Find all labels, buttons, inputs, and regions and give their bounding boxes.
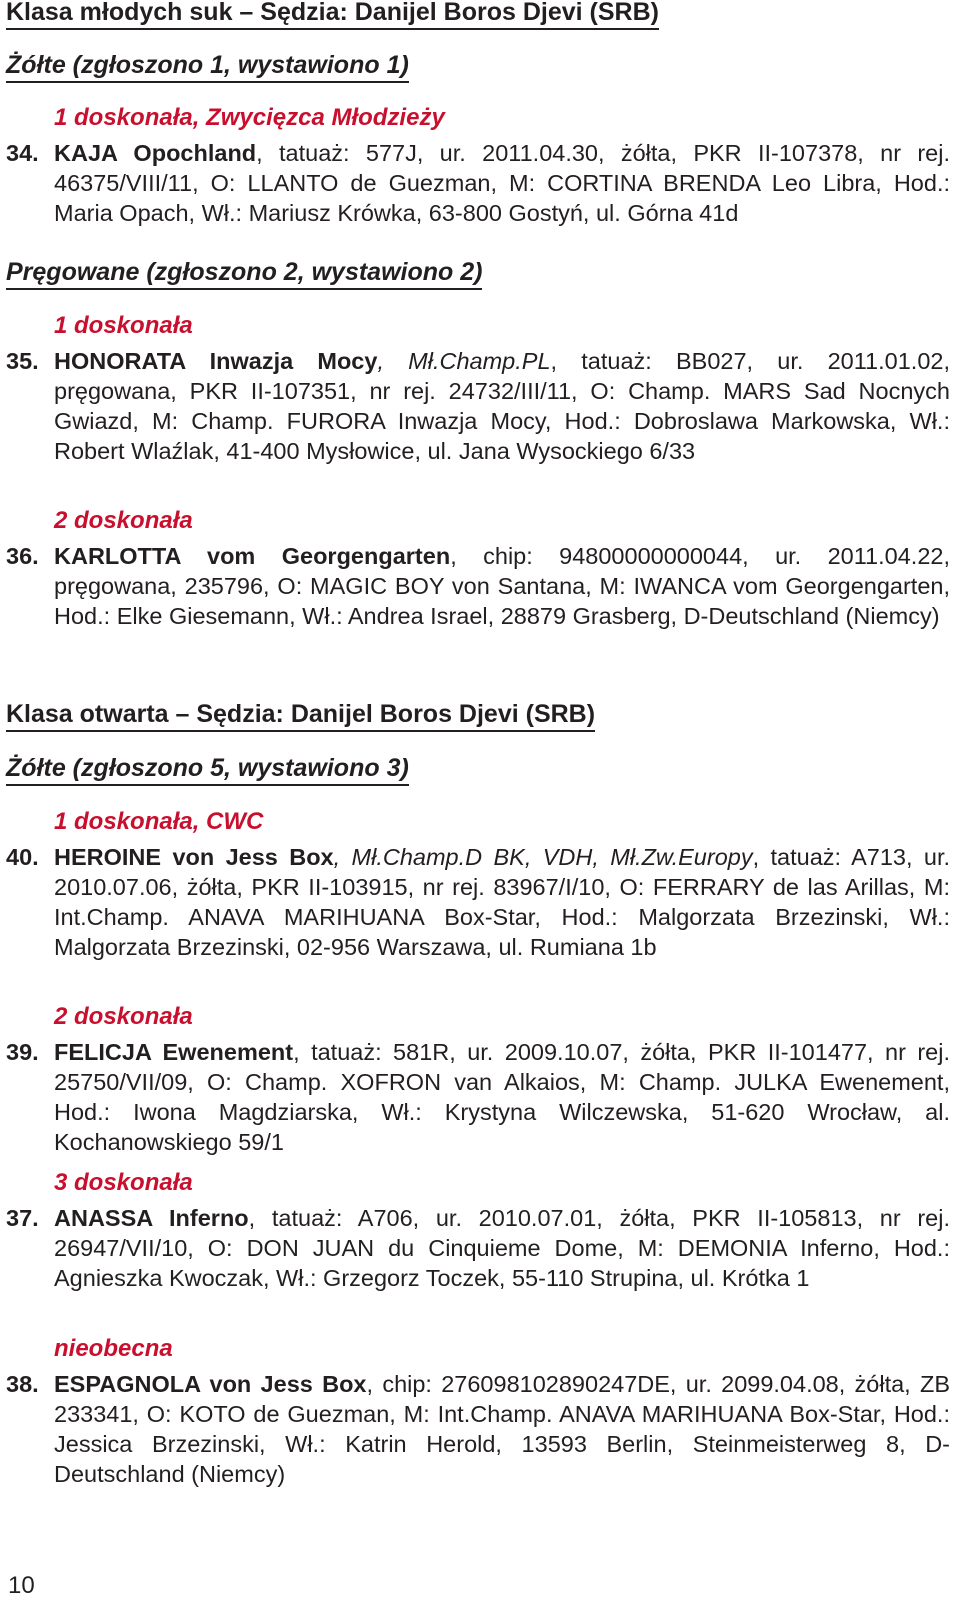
dog-entry — [6, 1369, 950, 1489]
placement-label: 2 doskonała — [54, 507, 193, 534]
page-number: 10 — [8, 1572, 35, 1599]
placement-label: 1 doskonała — [54, 312, 193, 339]
dog-details: , tatuaż: A713, ur. 2010.07.06, żółta, PKR II-103915, nr rej. 83967/I/10, O: FERRARY de las Arillas, M: Int.Champ. ANAVA MARIHUANA Box-Star, Hod.: Malgorzata Brzezinski, Wł.: Malgorzata Brzezinski, 02-956 Warszawa, ul. Rumiana 1b — [54, 844, 951, 960]
dog-details: , tatuaż: BB027, ur. 2011.01.02, pręgowana, PKR II-107351, nr rej. 24732/III/11, O: Champ. MARS Sad Nocnych Gwiazd, M: Champ. FURORA Inwazja Mocy, Hod.: Dobroslawa Markowska, Wł.: Robert Wlaźlak, 41-400 Mysłowice, ul. Jana Wysockiego 6/33 — [54, 348, 950, 464]
dog-details: , tatuaż: 577J, ur. 2011.04.30, żółta, PKR II-107378, nr rej. 46375/VIII/11, O: LLANTO de Guezman, M: CORTINA BRENDA Leo Libra, Hod.: Maria Opach, Wł.: Mariusz Krówka, 63-800 Gostyń, ul. Górna 41d — [54, 140, 950, 226]
dog-details: , chip: 94800000000044, ur. 2011.04.22, pręgowana, 235796, O: MAGIC BOY von Santana, M: IWANCA vom Georgengarten, Hod.: Elke Giesemann, Wł.: Andrea Israel, 28879 Grasberg, D-Deutschland (Niemcy) — [54, 543, 950, 629]
placement-label: nieobecna — [54, 1335, 173, 1362]
dog-name: KAJA Opochland — [54, 140, 257, 166]
group-yellow-open — [6, 753, 950, 786]
dog-entry — [6, 541, 950, 631]
entry-number: 37. — [6, 1205, 39, 1231]
dog-name: FELICJA Ewenement — [54, 1039, 294, 1065]
class-heading: Klasa otwarta – Sędzia: Danijel Boros Djevi (SRB) — [6, 699, 595, 732]
dog-name: HONORATA Inwazja Mocy — [54, 348, 378, 374]
placement-label: 2 doskonała — [54, 1003, 193, 1030]
dog-titles: , Mł.Champ.D BK, VDH, Mł.Zw.Europy — [333, 844, 753, 870]
placement-block — [6, 1334, 950, 1489]
dog-name: HEROINE von Jess Box — [54, 844, 334, 870]
placement-block — [6, 311, 950, 466]
dog-entry — [6, 842, 950, 962]
entry-number: 34. — [6, 140, 39, 166]
placement-label: 1 doskonała, CWC — [54, 808, 264, 835]
group-heading: Żółte (zgłoszono 1, wystawiono 1) — [6, 50, 409, 83]
placement-block — [6, 103, 950, 228]
dog-entry — [6, 346, 950, 466]
dog-name: ESPAGNOLA von Jess Box — [54, 1371, 367, 1397]
group-heading: Żółte (zgłoszono 5, wystawiono 3) — [6, 753, 409, 786]
dog-titles: , Mł.Champ.PL — [377, 348, 551, 374]
entry-number: 38. — [6, 1371, 39, 1397]
dog-details: , tatuaż: 581R, ur. 2009.10.07, żółta, PKR II-101477, nr rej. 25750/VII/09, O: Champ. XOFRON van Alkaios, M: Champ. JULKA Ewenement, Hod.: Iwona Magdziarska, Wł.: Krystyna Wilczewska, 51-620 Wrocław, al. Kochanowskiego 59/1 — [54, 1039, 950, 1155]
dog-entry — [6, 138, 950, 228]
dog-name: KARLOTTA vom Georgengarten — [54, 543, 451, 569]
placement-block — [6, 1168, 950, 1293]
dog-entry — [6, 1203, 950, 1293]
placement-label: 1 doskonała, Zwycięzca Młodzieży — [54, 104, 445, 131]
section-open-class — [6, 699, 950, 732]
entry-number: 36. — [6, 543, 39, 569]
section-young-bitches — [6, 0, 950, 30]
placement-block — [6, 1002, 950, 1157]
dog-name: ANASSA Inferno — [54, 1205, 249, 1231]
group-heading: Pręgowane (zgłoszono 2, wystawiono 2) — [6, 257, 482, 290]
placement-block — [6, 807, 950, 962]
dog-entry — [6, 1037, 950, 1157]
dog-details: , tatuaż: A706, ur. 2010.07.01, żółta, PKR II-105813, nr rej. 26947/VII/10, O: DON JUAN du Cinquieme Dome, M: DEMONIA Inferno, Hod.: Agnieszka Kwoczak, Wł.: Grzegorz Toczek, 55-110 Strupina, ul. Krótka 1 — [54, 1205, 950, 1291]
group-yellow-young — [6, 50, 950, 83]
entry-number: 35. — [6, 348, 39, 374]
entry-number: 39. — [6, 1039, 39, 1065]
placement-block — [6, 506, 950, 631]
dog-details: , chip: 276098102890247DE, ur. 2099.04.08, żółta, ZB 233341, O: KOTO de Guezman, M: Int.Champ. ANAVA MARIHUANA Box-Star, Hod.: Jessica Brzezinski, Wł.: Katrin Herold, 13593 Berlin, Steinmeisterweg 8, D-Deutschland (Niemcy) — [54, 1371, 951, 1487]
class-heading: Klasa młodych suk – Sędzia: Danijel Boros Djevi (SRB) — [6, 0, 659, 30]
group-brindle-young — [6, 257, 950, 290]
entry-number: 40. — [6, 844, 39, 870]
placement-label: 3 doskonała — [54, 1169, 193, 1196]
